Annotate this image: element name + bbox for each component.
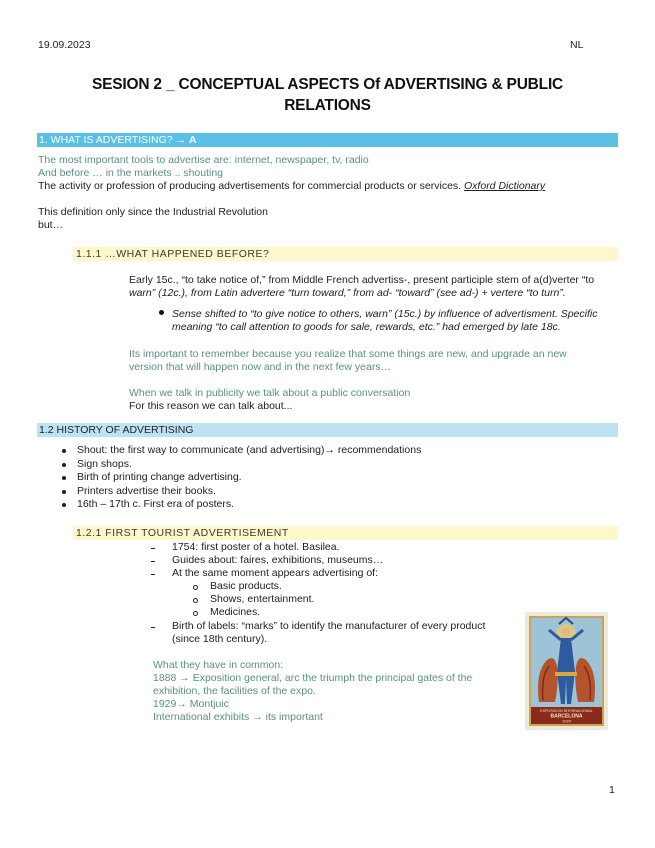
labels-line-1: Birth of labels: “marks” to identify the manufacturer of every product <box>172 620 486 632</box>
date: 19.09.2023 <box>38 39 91 51</box>
industrial-line: This definition only since the Industrial Revolution <box>38 206 268 218</box>
but-line: but… <box>38 219 64 231</box>
tourist-item-2: Guides about: faires, exhibitions, museums… <box>172 554 384 566</box>
definition-source: Oxford Dictionary <box>464 180 546 192</box>
tourist-item-1: 1754: first poster of a hotel. Basilea. <box>172 541 340 553</box>
section-1-1-1-heading-text: 1.1.1 …WHAT HAPPENED BEFORE? <box>76 248 270 260</box>
sub-item-3: Medicines. <box>210 606 261 618</box>
dash-icon <box>151 548 155 549</box>
section-1-2-1-heading-text: 1.2.1 FIRST TOURIST ADVERTISEMENT <box>76 527 289 539</box>
section-1-heading <box>37 133 618 147</box>
stamp-text-line-2: BARCELONA <box>550 713 583 720</box>
dash-icon <box>151 574 155 575</box>
history-bullet-2: Sign shops. <box>77 458 132 470</box>
section-1-heading-bold: A <box>188 134 197 146</box>
remember-line-2: version that will happen now and in the next few years… <box>129 361 392 373</box>
barcelona-expo-stamp-image <box>525 612 608 730</box>
author-initials: NL <box>570 39 584 51</box>
section-1-2-heading-text: 1.2 HISTORY OF ADVERTISING <box>39 424 194 436</box>
bullet-icon <box>62 503 66 507</box>
stamp-text-line-1: EXPOSICION INTERNACIONAL <box>540 709 593 713</box>
sub-item-2: Shows, entertainment. <box>210 593 315 605</box>
sub-bullet-icon <box>193 611 198 616</box>
section-1-1-1-heading <box>73 247 618 261</box>
publicity-line: When we talk in publicity we talk about a public conversation <box>129 387 411 399</box>
section-1-2-heading <box>37 423 618 437</box>
common-line-4: International exhibits → its important <box>153 711 323 723</box>
markets-line: And before … in the markets .. shouting <box>38 167 224 179</box>
title-line-1: SESION 2 _ CONCEPTUAL ASPECTS Of ADVERTISING & PUBLIC <box>91 76 564 93</box>
page-number: 1 <box>609 784 615 796</box>
bullet-icon <box>159 310 164 315</box>
common-line-1: 1888 → Exposition general, arc the triumph the principal gates of the <box>153 672 473 684</box>
tools-line: The most important tools to advertise are: internet, newspaper, tv, radio <box>38 154 369 166</box>
bullet-icon <box>62 463 66 467</box>
etymology-line-1: Early 15c., “to take notice of,” from Middle French advertiss-, present participle stem of a(d)verter “to <box>129 274 595 286</box>
section-1-2-1-heading <box>73 526 618 540</box>
sub-bullet-icon <box>193 585 198 590</box>
sense-line-2: meaning “to call attention to goods for sale, rewards, etc.” had emerged by late 18c. <box>172 321 561 333</box>
page-title <box>60 74 595 116</box>
definition-line <box>38 180 545 193</box>
labels-line-2: (since 18th century). <box>172 633 268 645</box>
common-line-3: 1929→ Montjuic <box>153 698 229 710</box>
history-bullet-4: Printers advertise their books. <box>77 485 216 497</box>
stamp-text-line-3: 1929 <box>562 718 571 724</box>
dash-icon <box>151 627 155 628</box>
history-bullet-3: Birth of printing change advertising. <box>77 471 242 483</box>
definition-text: The activity or profession of producing advertisements for commercial products or services. <box>38 180 465 192</box>
section-1-heading-text: 1. WHAT IS ADVERTISING? → <box>39 134 189 146</box>
sub-item-1: Basic products. <box>210 580 282 592</box>
sense-line-1: Sense shifted to “to give notice to others, warn” (15c.) by influence of advertisment. Specific <box>172 308 598 320</box>
common-line-2: exhibition, the facilities of the expo. <box>153 685 316 697</box>
bullet-icon <box>62 449 66 453</box>
dash-icon <box>151 561 155 562</box>
common-title: What they have in common: <box>153 659 284 671</box>
tourist-item-3: At the same moment appears advertising of: <box>172 567 379 579</box>
title-line-2: RELATIONS <box>284 97 371 114</box>
reason-line: For this reason we can talk about... <box>129 400 293 412</box>
etymology-line-2: warn” (12c.), from Latin advertere “turn toward,” from ad- “toward” (see ad-) + vertere “to turn”. <box>129 287 566 299</box>
history-bullet-5: 16th – 17th c. First era of posters. <box>77 498 234 510</box>
bullet-icon <box>62 476 66 480</box>
bullet-icon <box>62 490 66 494</box>
sub-bullet-icon <box>193 598 198 603</box>
history-bullet-1: Shout: the first way to communicate (and advertising)→ recommendations <box>77 444 422 456</box>
remember-line-1: Its important to remember because you realize that some things are new, and upgrade an new <box>129 348 567 360</box>
